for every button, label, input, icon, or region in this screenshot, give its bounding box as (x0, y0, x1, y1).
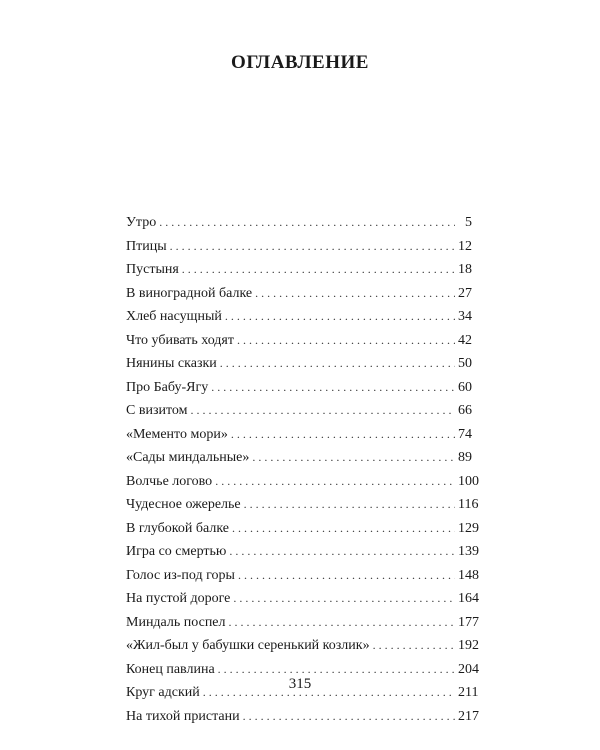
toc-entry[interactable] (126, 611, 479, 635)
toc-entry-title: «Жил-был у бабушки серенький козлик» (126, 638, 370, 653)
toc-entry-title: Утро (126, 215, 157, 230)
toc-entry[interactable] (126, 564, 479, 588)
toc-entry-title: Нянины сказки (126, 356, 217, 371)
toc-entry-title: Круг адский (126, 685, 200, 700)
dot-leader (237, 329, 455, 353)
toc-entry-page: 60 (458, 379, 472, 395)
toc-entry-page: 66 (458, 403, 472, 418)
toc-entry-page: 27 (458, 285, 472, 301)
toc-entry[interactable] (126, 305, 472, 329)
dot-leader (229, 611, 455, 635)
toc-entry-page: 129 (458, 520, 479, 536)
toc-entry-page: 177 (458, 614, 479, 630)
toc-entry-title: «Сады миндальные» (126, 450, 250, 465)
toc-entry[interactable] (126, 446, 472, 470)
toc-entry-page: 116 (458, 497, 479, 512)
dot-leader (231, 423, 455, 447)
toc-entry-title: Пустыня (126, 262, 179, 277)
dot-leader (225, 305, 455, 329)
toc-entry-page: 34 (458, 309, 472, 324)
toc-entry[interactable] (126, 634, 479, 658)
toc-entry-page: 148 (458, 567, 479, 583)
toc-entry-title: Чудесное ожерелье (126, 497, 241, 512)
dot-leader (170, 235, 455, 259)
dot-leader (243, 705, 455, 729)
toc-entry-page: 5 (465, 215, 472, 230)
toc-entry-title: Игра со смертью (126, 544, 227, 559)
toc-entry-title: Конец павлина (126, 661, 215, 677)
toc-entry-title: Птицы (126, 238, 167, 254)
dot-leader (255, 282, 455, 306)
dot-leader (215, 470, 455, 494)
toc-entry-page: 139 (458, 544, 479, 559)
toc-entry-title: Голос из-под горы (126, 567, 235, 583)
toc-entry-page: 217 (458, 708, 479, 724)
page-title: ОГЛАВЛЕНИЕ (231, 52, 369, 73)
dot-leader (220, 352, 455, 376)
toc-entry[interactable] (126, 399, 472, 423)
toc-entry-page: 42 (458, 332, 472, 348)
toc-entry-title: «Мементо мори» (126, 426, 228, 442)
toc-entry-page: 18 (458, 262, 472, 277)
dot-leader (373, 634, 455, 658)
dot-leader (159, 211, 455, 235)
toc-entry[interactable] (126, 493, 479, 517)
toc-entry-title: В глубокой балке (126, 520, 229, 536)
toc-entry-title: Про Бабу-Ягу (126, 379, 209, 395)
toc-entry[interactable] (126, 352, 472, 376)
table-of-contents (126, 211, 479, 728)
toc-entry-title: Волчье логово (126, 473, 213, 489)
dot-leader (211, 376, 455, 400)
toc-entry-page: 50 (458, 356, 472, 371)
toc-entry-page: 164 (458, 591, 479, 606)
dot-leader (232, 517, 455, 541)
toc-entry-page: 100 (458, 473, 479, 489)
toc-entry-page: 204 (458, 661, 479, 677)
toc-entry[interactable] (126, 470, 479, 494)
toc-entry[interactable] (126, 211, 472, 235)
dot-leader (182, 258, 455, 282)
toc-entry[interactable] (126, 235, 472, 259)
toc-entry-page: 74 (458, 426, 472, 442)
toc-entry-page: 89 (458, 450, 472, 465)
dot-leader (229, 540, 455, 564)
toc-entry-title: С визитом (126, 403, 188, 418)
dot-leader (238, 564, 455, 588)
toc-entry[interactable] (126, 587, 479, 611)
toc-entry-title: В виноградной балке (126, 285, 253, 301)
toc-entry[interactable] (126, 423, 472, 447)
page-number: 315 (288, 676, 312, 692)
toc-entry-title: Миндаль поспел (126, 614, 226, 630)
toc-entry[interactable] (126, 517, 479, 541)
toc-entry-title: На тихой пристани (126, 708, 240, 724)
toc-entry[interactable] (126, 282, 472, 306)
dot-leader (252, 446, 455, 470)
toc-entry[interactable] (126, 258, 472, 282)
toc-entry[interactable] (126, 705, 479, 729)
toc-entry[interactable] (126, 540, 479, 564)
dot-leader (233, 587, 455, 611)
toc-entry-title: Хлеб насущный (126, 309, 222, 324)
toc-entry-title: Что убивать ходят (126, 332, 234, 348)
toc-entry-page: 12 (458, 238, 472, 254)
toc-entry[interactable] (126, 376, 472, 400)
toc-entry[interactable] (126, 329, 472, 353)
toc-entry-page: 211 (458, 685, 479, 700)
dot-leader (244, 493, 455, 517)
toc-entry-page: 192 (458, 638, 479, 653)
toc-entry-title: На пустой дороге (126, 591, 231, 606)
dot-leader (191, 399, 456, 423)
